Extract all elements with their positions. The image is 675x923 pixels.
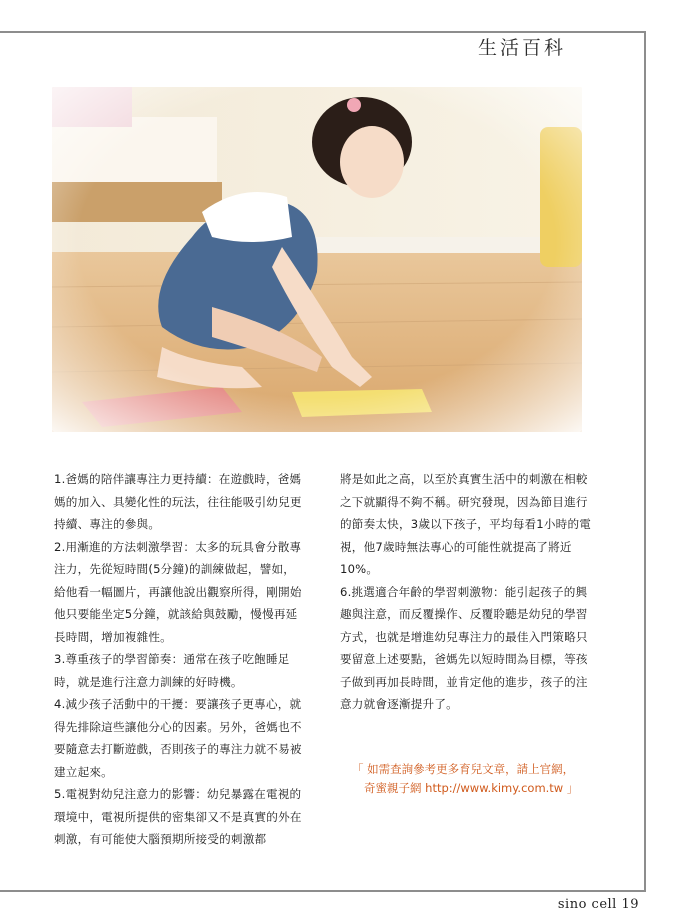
page-footer: sino cell 19 (557, 897, 639, 912)
paragraph: 4.減少孩子活動中的干擾：要讓孩子更專心，就得先排除這些讓他分心的因素。另外，爸媽也不要隨意去打斷遊戲，否則孩子的專注力就不易被建立起來。 (54, 697, 302, 779)
paragraph: 6.挑選適合年齡的學習刺激物：能引起孩子的興趣與注意，而反覆操作、反覆聆聽是幼兒的學習方式，也就是增進幼兒專注力的最佳入門策略只要留意上述要點，爸媽先以短時間為目標，等孩子做到再加長時間，並肯定他的進步，孩子的注意力就會逐漸提升了。 (340, 584, 588, 711)
section-title: 生活百科 (470, 36, 574, 60)
article-photo (52, 87, 582, 432)
paragraph: 將是如此之高，以至於真實生活中的刺激在相較之下就顯得不夠不稱。研究發現，因為節目進行的節奏太快，3歲以下孩子，平均每看1小時的電視，他7歲時無法專心的可能性就提高了將近10%。 (340, 472, 592, 576)
note-line-1: 如需查詢參考更多育兒文章，請上官網， (367, 762, 575, 776)
paragraph: 1.爸媽的陪伴讓專注力更持續：在遊戲時，爸媽媽的加入、具變化性的玩法，往往能吸引幼兒更持續、專注的參與。 (54, 472, 302, 531)
note-line-2[interactable]: 奇蜜親子網 http://www.kimy.com.tw (364, 781, 564, 795)
article-column-right (340, 468, 592, 716)
paragraph: 5.電視對幼兒注意力的影響：幼兒暴露在電視的環境中，電視所提供的密集卻又不是真實的外在刺激，有可能使大腦預期所接受的刺激都 (54, 787, 302, 846)
paragraph: 2.用漸進的方法刺激學習：太多的玩具會分散專注力，先從短時間(5分鐘)的訓練做起，譬如，給他看一幅圖片，再讓他說出觀察所得，剛開始他只要能坐定5分鐘，就該給與鼓勵，慢慢再延長時間，增加複雜性。 (54, 539, 302, 644)
article-column-left (54, 468, 306, 851)
paragraph: 3.尊重孩子的學習節奏：通常在孩子吃飽睡足時，就是進行注意力訓練的好時機。 (54, 652, 290, 689)
close-quote: 」 (566, 781, 579, 795)
open-quote: 「 (352, 762, 364, 776)
reference-note (352, 760, 592, 798)
